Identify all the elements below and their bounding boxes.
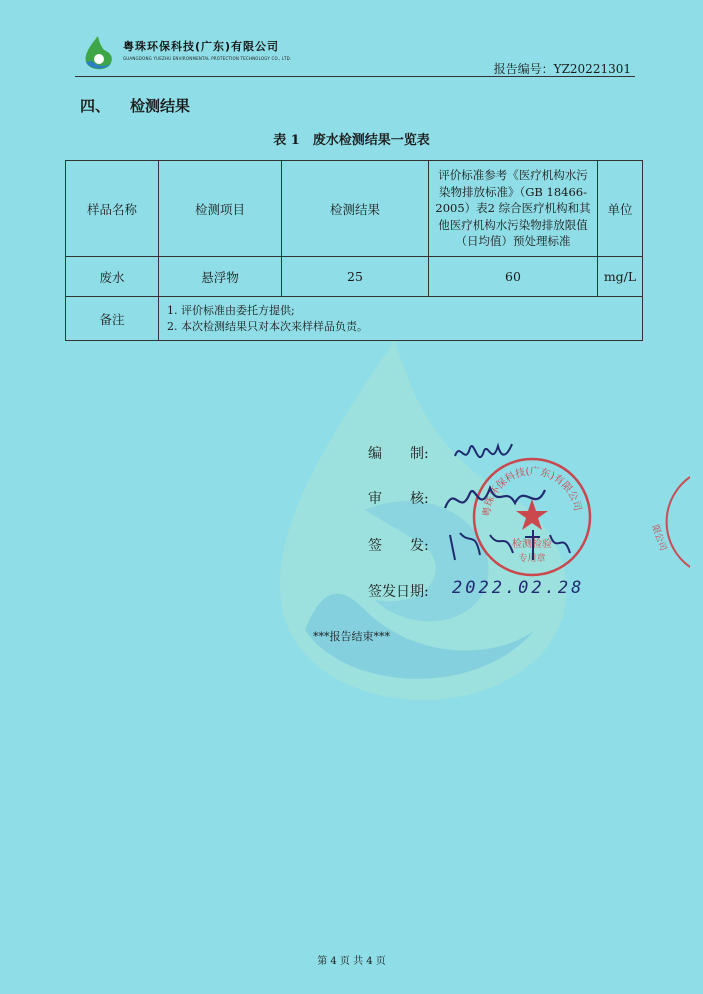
remarks-label: 备注 (66, 297, 159, 341)
svg-text:专用章: 专用章 (518, 554, 546, 564)
partial-seal (630, 472, 690, 572)
remark-item: 2. 本次检测结果只对本次来样样品负责。 (167, 319, 368, 333)
cell-item: 悬浮物 (159, 257, 282, 297)
report-header (75, 30, 635, 78)
report-number: 报告编号：YZ20221301 (493, 62, 631, 76)
cell-result: 25 (282, 257, 429, 297)
issue-date-handwritten: 2022.02.28 (452, 578, 585, 598)
compiler-label: 编 制: (368, 446, 429, 462)
header-test-result: 检测结果 (282, 161, 429, 257)
results-table (65, 160, 643, 341)
reviewer-signature (440, 478, 550, 523)
compiler-signature (450, 436, 515, 476)
header-divider (75, 76, 635, 77)
remark-item: 1. 评价标准由委托方提供; (167, 303, 295, 317)
header-evaluation-standard: 评价标准参考《医疗机构水污染物排放标准》（GB 18466-2005）表2 综合医疗机构和其他医疗机构水污染物排放限值（日均值）预处理标准 (429, 161, 598, 257)
section-title: 检测结果 (130, 97, 191, 115)
remarks-row (66, 297, 643, 341)
compiler-line (368, 443, 438, 463)
reviewer-label: 审 核: (368, 491, 429, 507)
section-number: 四、 (80, 97, 111, 115)
section-heading (80, 95, 190, 116)
header-test-item: 检测项目 (159, 161, 282, 257)
reviewer-line (368, 488, 438, 508)
table-header-row (66, 161, 643, 257)
issuer-line (368, 535, 438, 555)
remarks-content (159, 297, 643, 341)
header-unit: 单位 (598, 161, 643, 257)
issuer-signature (445, 525, 575, 565)
table-row (66, 257, 643, 297)
cell-sample: 废水 (66, 257, 159, 297)
company-logo-icon (80, 34, 116, 74)
svg-text:粤珠环保科技(广东)有限公司: 粤珠环保科技(广东)有限公司 (481, 466, 583, 518)
cell-unit: mg/L (598, 257, 643, 297)
issuer-label: 签 发: (368, 538, 429, 554)
cell-standard: 60 (429, 257, 598, 297)
svg-text:限公司: 限公司 (649, 523, 668, 553)
company-name-english: GUANGDONG YUEZHU ENVIRONMENTAL PROTECTION TECHNOLOGY CO., LTD. (123, 56, 292, 61)
svg-text:检测检验: 检测检验 (512, 539, 552, 550)
company-name: 粤珠环保科技(广东)有限公司 (123, 40, 280, 53)
table-title: 表 1 废水检测结果一览表 (273, 133, 430, 148)
page-number: 第 4 页 共 4 页 (317, 956, 386, 967)
issue-date-line (368, 581, 438, 601)
header-sample-name: 样品名称 (66, 161, 159, 257)
issue-date-label: 签发日期: (368, 584, 429, 600)
report-end-mark: ***报告结束*** (313, 630, 390, 643)
